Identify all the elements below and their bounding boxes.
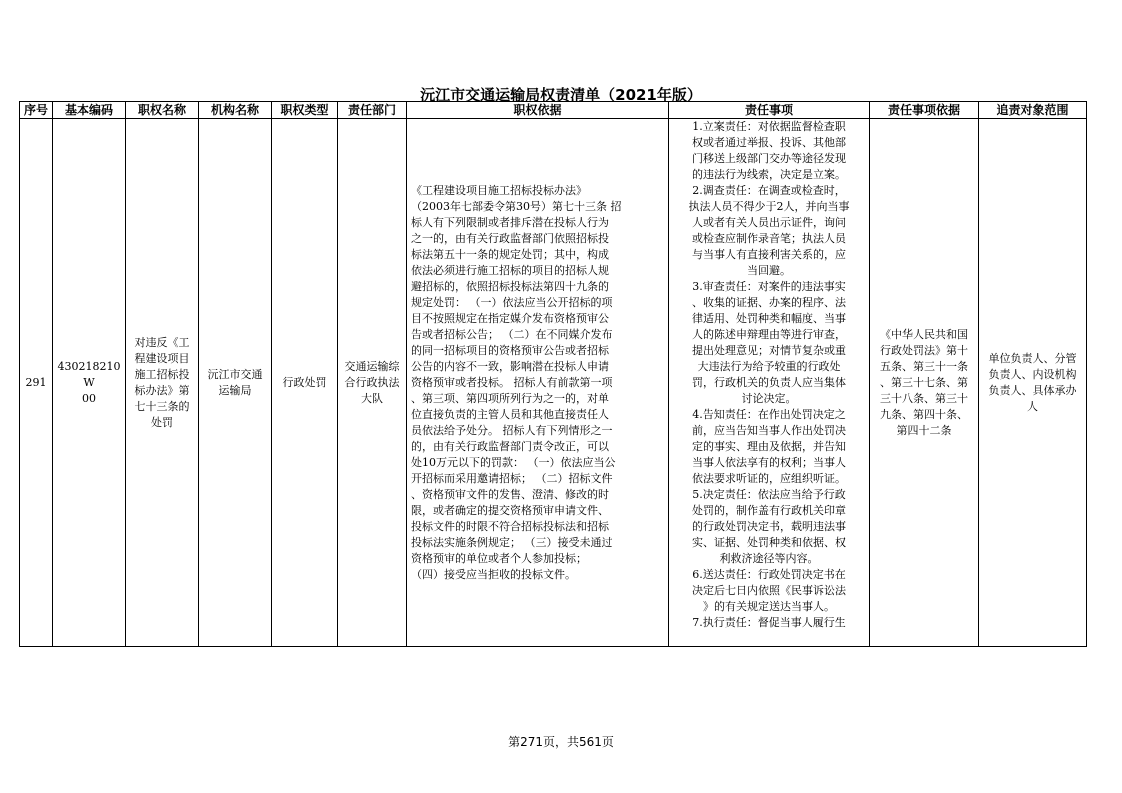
code-text: 430218210W 00 (57, 359, 121, 405)
header-basis: 职权依据 (407, 102, 669, 119)
header-items: 责任事项 (669, 102, 870, 119)
header-items-basis: 责任事项依据 (870, 102, 979, 119)
cell-department (338, 119, 407, 647)
basis-text: 《工程建设项目施工招标投标办法》 （2003年七部委令第30号）第七十三条 招 标人有下列限制或者排斥潜在投标人行为 之一的，由有关行政监督部门依照招标投 标法第五十一条的规定处罚；其中，构成 依法必须进行施工招标的项目的招标人规 避招标的，依照招标投标法第四十九条的 规定处罚： （一）依法应当公开招标的项 目不按照规定在指定媒介发布资格预审公 告或者招标公告； （二）在不同媒介发布 的同一招标项目的资格预审公告或者招标 公告的内容不一致，影响潜在投标人申请 资格预审或者投标。 招标人有前款第一项 、第三项、第四项所列行为之一的，对单 位直接负责的主管人员和其他直接责任人 员依法给予处分。 招标人有下列情形之一 的，由有关行政监督部门责令改正，可以 处10万元以下的罚款： （一）依法应当公 开招标而采用邀请招标； （二）招标文件 、资格预审文件的发售、澄清、修改的时 限，或者确定的提交资格预审申请文件、 投标文件的时限不符合招标投标法和招标 投标法实施条例规定； （三）接受未通过 资格预审的单位或者个人参加投标； （四）接受应当拒收的投标文件。 (411, 183, 622, 581)
cell-basis (407, 119, 669, 647)
header-power-name: 职权名称 (126, 102, 199, 119)
cell-seq (20, 119, 53, 647)
table-row (20, 119, 1087, 647)
org-name-text: 沅江市交通 运输局 (207, 367, 263, 397)
header-accountability: 追责对象范围 (979, 102, 1087, 119)
header-department: 责任部门 (338, 102, 407, 119)
header-seq: 序号 (20, 102, 53, 119)
document-title: 沅江市交通运输局权责清单（2021年版） (420, 86, 702, 104)
cell-items (669, 119, 870, 647)
items-text: 1.立案责任：对依据监督检查职 权或者通过举报、投诉、其他部 门移送上级部门交办等途径发现 的违法行为线索，决定是立案。 2.调查责任：在调查或检查时， 执法人员不得少于2人，并向当事 人或者有关人员出示证件，询问 或检查应制作录音笔；执法人员 与当事人有直接利害关系的，应 当回避。 3.审查责任：对案件的违法事实 、收集的证据、办案的程序、法 律适用、处罚种类和幅度、当事 人的陈述申辩理由等进行审查， 提出处理意见；对情节复杂或重 大违法行为给予较重的行政处 罚，行政机关的负责人应当集体 讨论决定。 4.告知责任：在作出处罚决定之 前，应当告知当事人作出处罚决 定的事实、理由及依据，并告知 当事人依法享有的权利；当事人 依法要求听证的，应组织听证。 5.决定责任：依法应当给予行政 处罚的，制作盖有行政机关印章 的行政处罚决定书，载明违法事 实、证据、处罚种类和依据、权 利救济途径等内容。 6.送达责任：行政处罚决定书在 决定后七日内依照《民事诉讼法 》的有关规定送达当事人。 7.执行责任：督促当事人履行生 (688, 120, 850, 629)
cell-org-name (199, 119, 272, 647)
cell-power-name (126, 119, 199, 647)
seq-text: 291 (25, 375, 47, 389)
cell-accountability (979, 119, 1087, 647)
table-header-row (20, 102, 1087, 119)
header-power-type: 职权类型 (272, 102, 338, 119)
power-type-text: 行政处罚 (282, 375, 327, 389)
department-text: 交通运输综 合行政执法 大队 (344, 359, 400, 405)
page-footer: 第271页，共561页 (508, 735, 614, 749)
header-code: 基本编码 (53, 102, 126, 119)
accountability-text: 单位负责人、分管 负责人、内设机构 负责人、具体承办 人 (988, 351, 1077, 413)
cell-code (53, 119, 126, 647)
power-name-text: 对违反《工 程建设项目 施工招标投 标办法》第 七十三条的 处罚 (134, 335, 190, 429)
items-basis-text: 《中华人民共和国 行政处罚法》第十 五条、第三十一条 、第三十七条、第 三十八条、第三十 九条、第四十条、 第四十二条 (880, 327, 968, 437)
header-org-name: 机构名称 (199, 102, 272, 119)
cell-items-basis (870, 119, 979, 647)
power-list-table (19, 101, 1087, 647)
cell-power-type (272, 119, 338, 647)
